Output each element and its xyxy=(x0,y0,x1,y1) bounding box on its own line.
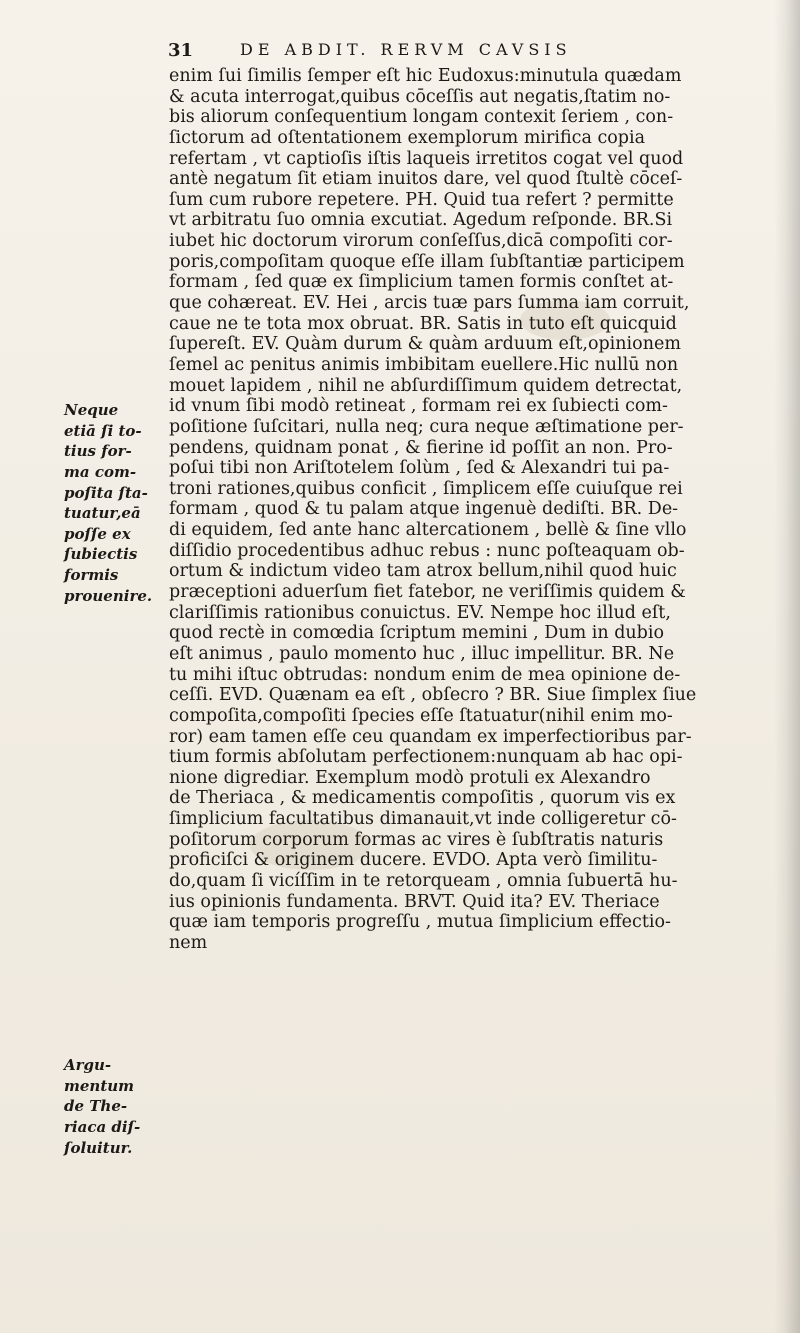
text-line: formam , ſed quæ ex ſimplicium tamen formis conſtet at- xyxy=(169,272,674,293)
text-line: quod rectè in comœdia ſcriptum memini , Dum in dubio xyxy=(169,623,665,644)
text-line: id vnum ſibi modò retineat , formam rei ex ſubiecti com- xyxy=(169,396,668,417)
text-line: ortum & indictum video tam atrox bellum,nihil quod huic xyxy=(169,561,677,582)
margin-note-line: ſubiectis xyxy=(64,545,138,564)
marginal-note-lower xyxy=(64,1055,160,1158)
text-line: quæ iam temporis progreſſu , mutua ſimplicium effectio- xyxy=(169,912,671,933)
text-line: di equidem, ſed ante hanc altercationem , bellè & ſine vllo xyxy=(169,520,687,541)
text-line: diſſidio procedentibus adhuc rebus : nunc poſteaquam ob- xyxy=(169,540,685,561)
text-line: tu mihi iſtuc obtrudas: nondum enim de mea opinione de- xyxy=(169,664,681,685)
text-line: que cohæreat. EV. Hei , arcis tuæ pars ſumma iam corruit, xyxy=(169,293,690,314)
text-line: iubet hic doctorum virorum conſeſſus,dicā compoſiti cor- xyxy=(169,231,673,252)
text-line: ſum cum rubore repetere. PH. Quid tua refert ? permitte xyxy=(169,189,674,210)
text-line: enim ſui ſimilis ſemper eſt hic Eudoxus:minutula quædam xyxy=(169,66,682,86)
margin-note-line: Neque xyxy=(64,401,119,419)
text-line: antè negatum ſit etiam inuitos dare, vel quod ſtultè cōceſ- xyxy=(169,169,683,190)
margin-note-line: ſoluitur. xyxy=(64,1138,133,1157)
margin-note-line: tius for- xyxy=(64,442,132,461)
text-line: pendens, quidnam ponat , & fierine id poſſit an non. Pro- xyxy=(169,437,673,458)
margin-note-line: prouenire. xyxy=(64,586,153,605)
running-title: DE ABDIT. RERVM CAVSIS xyxy=(240,40,572,59)
text-line: ſimplicium facultatibus dimanauit,vt inde colligeretur cō- xyxy=(169,809,677,830)
text-line: eſt animus , paulo momento huc , illuc impellitur. BR. Ne xyxy=(169,643,675,664)
text-line: poſui tibi non Ariſtotelem ſolùm , ſed & Alexandri tui pa- xyxy=(169,458,670,479)
text-line: præceptioni aduerſum fiet fatebor, ne veriſſimis quidem & xyxy=(169,582,686,603)
margin-note-line: riaca diſ- xyxy=(64,1117,141,1136)
text-line: compoſita,compoſiti ſpecies eſſe ſtatuatur(nihil enim mo- xyxy=(169,705,673,726)
text-line: troni rationes,quibus conficit , ſimplicem eſſe cuiuſque rei xyxy=(169,478,683,499)
margin-note-line: de The- xyxy=(64,1097,128,1116)
text-line: formam , quod & tu palam atque ingenuè dediſti. BR. De- xyxy=(169,499,679,520)
main-text-block xyxy=(169,66,779,954)
text-line: ror) eam tamen eſſe ceu quandam ex imperfectioribus par- xyxy=(169,726,692,747)
text-line: mouet lapidem , nihil ne abſurdiſſimum quidem detrectat, xyxy=(169,375,683,396)
margin-note-line: formis xyxy=(64,566,119,585)
margin-note-line: mentum xyxy=(64,1076,135,1095)
text-line: poſitorum corporum formas ac vires è ſubſtratis naturis xyxy=(169,829,664,850)
marginal-note-upper xyxy=(64,400,160,606)
text-line: nem xyxy=(169,932,208,953)
text-line: proficiſci & originem ducere. EVDO. Apta verò ſimilitu- xyxy=(169,850,658,871)
text-line: ſupereſt. EV. Quàm durum & quàm arduum eſt,opinionem xyxy=(169,334,681,355)
margin-note-line: etiā ſi to- xyxy=(64,421,142,440)
text-line: clariſſimis rationibus conuictus. EV. Nempe hoc illud eſt, xyxy=(169,602,671,623)
page-number: 31 xyxy=(168,40,194,61)
text-line: tium formis abſolutam perfectionem:nunquam ab hac opi- xyxy=(169,747,683,768)
text-line: poſitione ſuſcitari, nulla neq; cura neque æſtimatione per- xyxy=(169,416,684,437)
text-line: bis aliorum conſequentium longam contexit ſeriem , con- xyxy=(169,107,674,128)
margin-note-line: poſita ſta- xyxy=(64,483,148,502)
text-line: refertam , vt captioſis iſtis laqueis irretitos cogat vel quod xyxy=(169,148,684,169)
margin-note-line: poſſe ex xyxy=(64,524,131,543)
margin-note-line: tuatur,eā xyxy=(64,504,141,523)
text-line: caue ne te tota mox obruat. BR. Satis in tuto eſt quicquid xyxy=(169,313,677,334)
text-line: ius opinionis fundamenta. BRVT. Quid ita? EV. Theriace xyxy=(169,891,660,912)
text-line: & acuta interrogat,quibus cōceſſis aut negatis,ſtatim no- xyxy=(169,86,671,107)
text-line: poris,compoſitam quoque eſſe illam ſubſtantiæ participem xyxy=(169,251,685,272)
text-line: nione digrediar. Exemplum modò protuli ex Alexandro xyxy=(169,767,651,788)
text-line: do,quam ſi vicíſſim in te retorqueam , omnia ſubuertā hu- xyxy=(169,870,678,891)
margin-note-line: ma com- xyxy=(64,462,137,481)
text-line: ceſſi. EVD. Quænam ea eſt , obſecro ? BR. Siue ſimplex ſiue xyxy=(169,685,697,706)
text-line: vt arbitratu ſuo omnia excutiat. Agedum reſponde. BR.Si xyxy=(169,210,673,231)
text-line: ſictorum ad oſtentationem exemplorum mirifica copia xyxy=(169,127,646,148)
running-head xyxy=(0,40,800,68)
margin-note-line: Argu- xyxy=(64,1056,112,1074)
text-line: de Theriaca , & medicamentis compoſitis , quorum vis ex xyxy=(169,788,676,809)
text-line: ſemel ac penitus animis imbibitam euellere.Hic nullū non xyxy=(169,354,679,375)
